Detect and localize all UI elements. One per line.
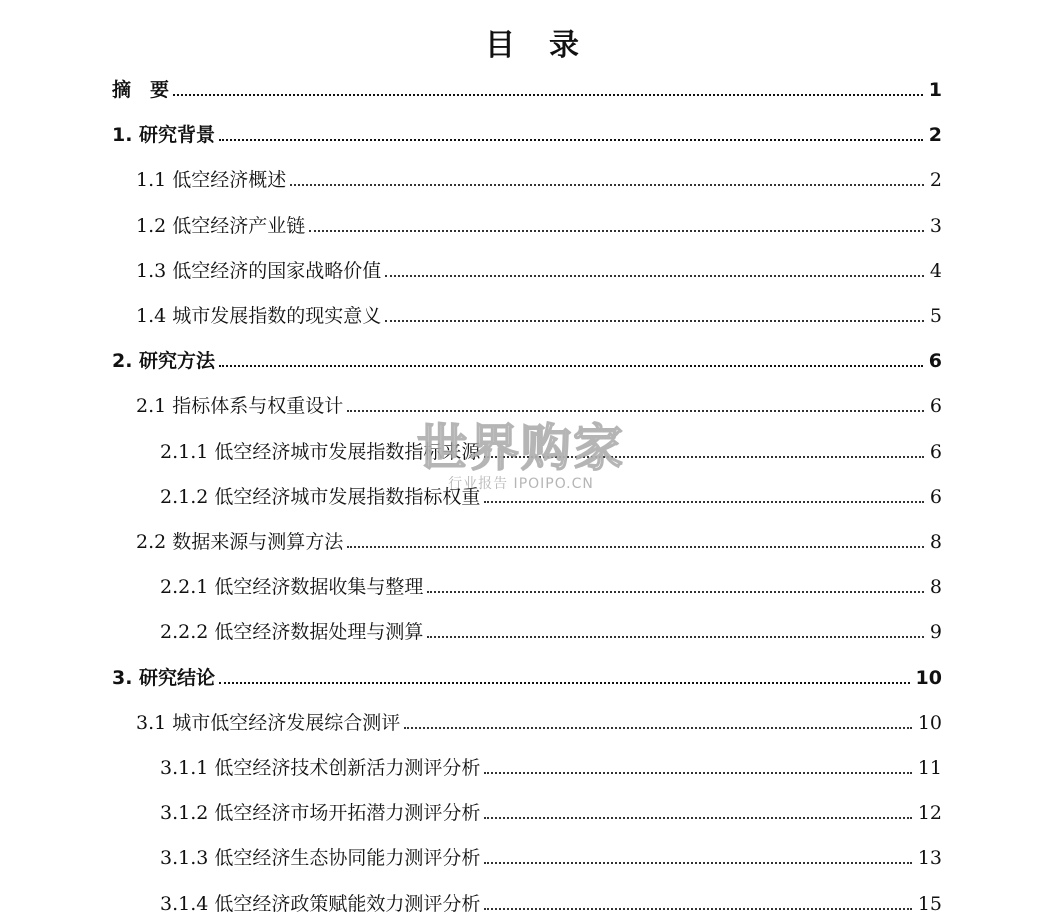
toc-dot-leader <box>219 139 923 141</box>
toc-entry-page-number: 1 <box>928 79 942 101</box>
toc-dot-leader <box>219 682 909 684</box>
toc-dot-leader <box>385 275 924 277</box>
toc-dot-leader <box>173 94 923 96</box>
toc-title <box>0 20 1064 64</box>
toc-entry-page-number: 12 <box>917 802 942 825</box>
toc-entry-label: 3.1.1 低空经济技术创新活力测评分析 <box>160 757 481 779</box>
toc-dot-leader <box>290 184 924 186</box>
toc-entry-page-number: 6 <box>929 485 942 508</box>
toc-entry[interactable] <box>160 569 942 599</box>
toc-dot-leader <box>484 772 911 774</box>
toc-dot-leader <box>484 862 911 864</box>
toc-entry[interactable] <box>136 524 942 554</box>
toc-entry-label: 2.2.2 低空经济数据处理与测算 <box>160 621 424 644</box>
toc-entry-label: 2. 研究方法 <box>112 350 216 373</box>
toc-dot-leader <box>484 908 911 910</box>
toc-dot-leader <box>347 410 924 412</box>
toc-dot-leader <box>385 320 924 322</box>
watermark-logo-text: 世界购家 <box>417 419 625 477</box>
toc-entry-label: 2.1.1 低空经济城市发展指数指标来源 <box>160 440 481 463</box>
toc-entry-label: 2.1.2 低空经济城市发展指数指标权重 <box>160 485 481 508</box>
toc-entry-label: 3.1.4 低空经济政策赋能效力测评分析 <box>160 892 481 915</box>
toc-entry-label: 3.1.3 低空经济生态协同能力测评分析 <box>160 847 481 870</box>
toc-entry-page-number: 4 <box>929 259 942 282</box>
toc-entry[interactable] <box>160 434 942 464</box>
toc-entry-page-number: 6 <box>929 440 942 463</box>
toc-entry-page-number: 11 <box>917 757 942 779</box>
toc-entry-label: 1.4 城市发展指数的现实意义 <box>136 305 382 327</box>
toc-entry-page-number: 2 <box>929 169 942 192</box>
toc-entry[interactable] <box>136 253 942 283</box>
toc-entry-label: 3.1 城市低空经济发展综合测评 <box>136 711 401 734</box>
toc-entry[interactable] <box>160 795 942 825</box>
toc-entry-label: 1.1 低空经济概述 <box>136 169 287 192</box>
toc-entry-page-number: 5 <box>929 305 942 327</box>
toc-entry[interactable] <box>136 705 942 735</box>
toc-entry-label: 2.1 指标体系与权重设计 <box>136 395 344 418</box>
toc-entry-page-number: 8 <box>929 531 942 553</box>
toc-entry-page-number: 10 <box>915 666 942 689</box>
toc-entry[interactable] <box>136 208 942 238</box>
toc-entry-label: 2.2 数据来源与测算方法 <box>136 531 344 553</box>
toc-entry-page-number: 13 <box>917 847 942 870</box>
toc-entry[interactable] <box>112 117 942 147</box>
toc-entry-label: 1.3 低空经济的国家战略价值 <box>136 259 382 282</box>
toc-entry[interactable] <box>160 614 942 644</box>
toc-entry-page-number: 2 <box>928 124 942 147</box>
toc-entry-page-number: 3 <box>929 214 942 237</box>
toc-dot-leader <box>484 456 924 458</box>
toc-dot-leader <box>347 546 924 548</box>
toc-entry[interactable] <box>136 162 942 192</box>
toc-dot-leader <box>484 817 911 819</box>
watermark-subtext: 行业报告 IPOIPO.CN <box>448 476 594 492</box>
toc-dot-leader <box>484 501 924 503</box>
toc-entry[interactable] <box>112 72 942 102</box>
toc-entry[interactable] <box>160 750 942 780</box>
toc-dot-leader <box>219 365 923 367</box>
toc-entry[interactable] <box>160 479 942 509</box>
toc-title-char-2: 录 <box>549 28 579 63</box>
toc-dot-leader <box>427 636 924 638</box>
toc-title-char-1: 目 <box>485 28 515 63</box>
toc-entry[interactable] <box>136 298 942 328</box>
toc-entry-page-number: 9 <box>929 621 942 644</box>
toc-entry[interactable] <box>112 660 942 690</box>
toc-entry-label: 1.2 低空经济产业链 <box>136 214 306 237</box>
toc-entry[interactable] <box>160 886 942 916</box>
toc-entry-label: 3. 研究结论 <box>112 666 216 689</box>
toc-entry-label: 3.1.2 低空经济市场开拓潜力测评分析 <box>160 802 481 825</box>
toc-entry-label: 1. 研究背景 <box>112 124 216 147</box>
toc-entry-page-number: 15 <box>917 892 942 915</box>
toc-entry-label: 摘 要 <box>112 79 170 101</box>
toc-entry-page-number: 6 <box>928 350 942 373</box>
toc-entry-page-number: 6 <box>929 395 942 418</box>
toc-entry[interactable] <box>136 388 942 418</box>
toc-entry[interactable] <box>112 343 942 373</box>
toc-entry-page-number: 10 <box>917 711 942 734</box>
toc-dot-leader <box>427 591 924 593</box>
toc-entry-page-number: 8 <box>929 576 942 599</box>
toc-dot-leader <box>309 230 924 232</box>
toc-entry-label: 2.2.1 低空经济数据收集与整理 <box>160 576 424 599</box>
toc-dot-leader <box>404 727 912 729</box>
toc-entry[interactable] <box>160 840 942 870</box>
